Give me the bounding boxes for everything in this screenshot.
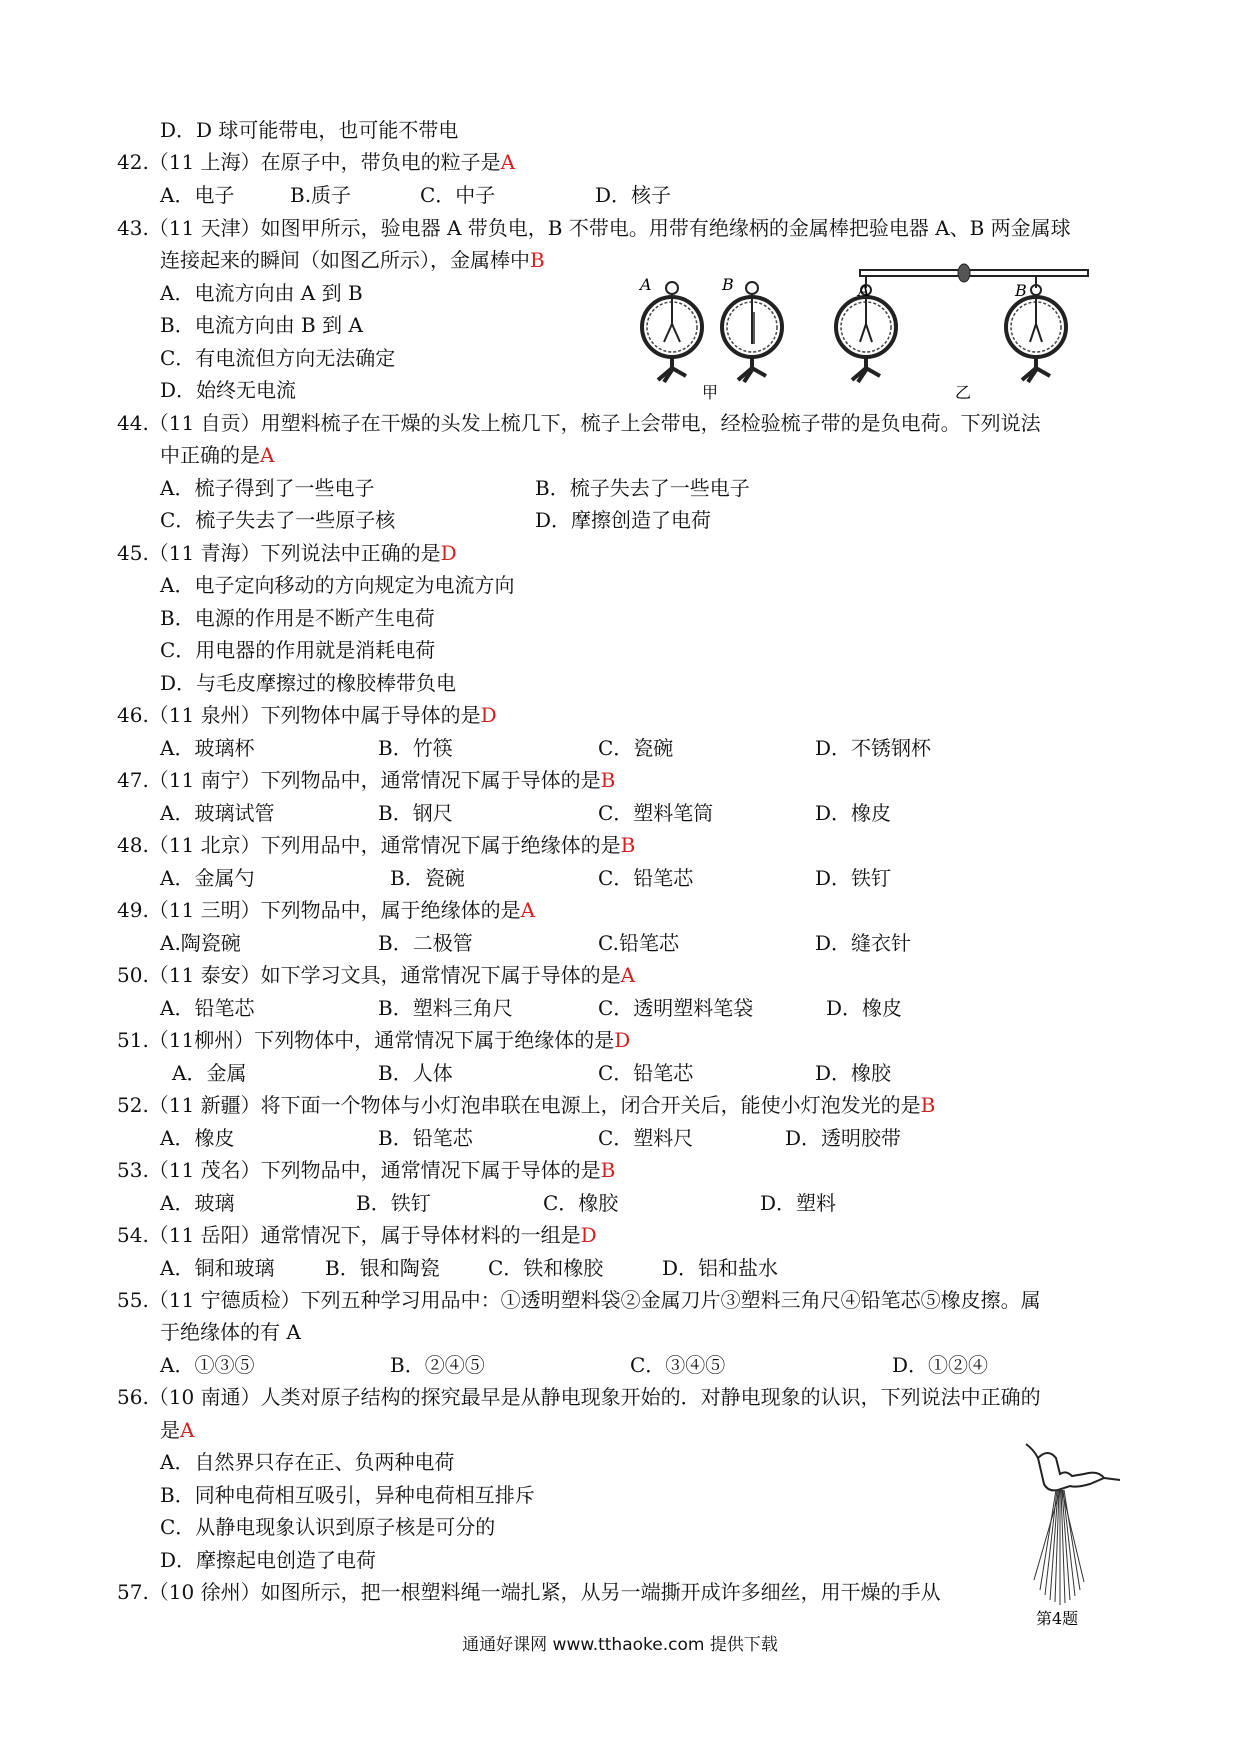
q44-stem2-text: 中正确的是 [160, 443, 260, 467]
q56-stem-line1: 56.（10 南通）人类对原子结构的探究最早是从静电现象开始的．对静电现象的认识，下列说法中正确的 [117, 1385, 1041, 1409]
q48-stem-text: 48.（11 北京）下列用品中，通常情况下属于绝缘体的是 [117, 833, 621, 857]
q48-option-a: A．金属勺 [160, 866, 255, 890]
q56-stem-line2 [160, 1416, 194, 1444]
label-a: A [640, 275, 652, 294]
q55-stem-line2: 于绝缘体的有 A [160, 1320, 301, 1344]
q44-option-b: B．梳子失去了一些电子 [535, 476, 750, 500]
q57-stem: 57.（10 徐州）如图所示，把一根塑料绳一端扎紧，从另一端撕开成许多细丝，用干燥的手从 [117, 1580, 941, 1604]
q48-answer: B [620, 833, 636, 857]
q50-option-b: B．塑料三角尺 [378, 996, 513, 1020]
q54-option-a: A．铜和玻璃 [160, 1256, 275, 1280]
q45-stem [117, 539, 457, 567]
q46-option-d: D．不锈钢杯 [815, 736, 932, 760]
q51-stem-text: 51.（11柳州）下列物体中，通常情况下属于绝缘体的是 [117, 1028, 615, 1052]
q52-stem-text: 52.（11 新疆）将下面一个物体与小灯泡串联在电源上，闭合开关后，能使小灯泡发光的是 [117, 1093, 921, 1117]
q52-option-a: A．橡皮 [160, 1126, 235, 1150]
q51-answer: D [614, 1028, 631, 1052]
q50-option-d: D．橡皮 [826, 996, 903, 1020]
q56-answer: A [180, 1418, 195, 1442]
q49-option-d: D．缝衣针 [815, 931, 912, 955]
q52-option-d: D．透明胶带 [785, 1126, 902, 1150]
q44-stem-line1: 44.（11 自贡）用塑料梳子在干燥的头发上梳几下，梳子上会带电，经检验梳子带的是负电荷。下列说法 [117, 411, 1041, 435]
q56-option-d: D．摩擦起电创造了电荷 [160, 1548, 377, 1572]
q55-option-d: D．①②④ [892, 1353, 989, 1377]
q45-option-a: A．电子定向移动的方向规定为电流方向 [160, 573, 515, 597]
q49-option-a: A.陶瓷碗 [160, 931, 241, 955]
q50-option-a: A．铅笔芯 [160, 996, 255, 1020]
q54-option-b: B．银和陶瓷 [325, 1256, 440, 1280]
q42-answer: A [500, 150, 516, 174]
q52-option-c: C．塑料尺 [598, 1126, 694, 1150]
q45-stem-text: 45.（11 青海）下列说法中正确的是 [117, 541, 441, 565]
q54-answer: D [580, 1223, 597, 1247]
hand-strands-figure [1020, 1440, 1130, 1630]
q47-option-c: C．塑料笔筒 [598, 801, 714, 825]
q46-stem-text: 46.（11 泉州）下列物体中属于导体的是 [117, 703, 481, 727]
q53-option-d: D．塑料 [760, 1191, 837, 1215]
q42-option-d: D．核子 [595, 183, 672, 207]
q45-option-b: B．电源的作用是不断产生电荷 [160, 606, 435, 630]
q51-option-d: D．橡胶 [815, 1061, 892, 1085]
q49-option-b: B．二极管 [378, 931, 473, 955]
q51-option-c: C．铅笔芯 [598, 1061, 694, 1085]
plastic-strands [1034, 1490, 1084, 1605]
q42-option-c: C．中子 [420, 183, 496, 207]
electroscope-b [722, 282, 782, 382]
q56-option-b: B．同种电荷相互吸引，异种电荷相互排斥 [160, 1483, 535, 1507]
q43-stem-line1: 43.（11 天津）如图甲所示，验电器 A 带负电，B 不带电。用带有绝缘柄的金属棒把验电器 A、B 两金属球 [117, 216, 1071, 240]
q54-stem-text: 54.（11 岳阳）通常情况下，属于导体材料的一组是 [117, 1223, 581, 1247]
q49-option-c: C.铅笔芯 [598, 931, 679, 955]
q50-stem [117, 961, 635, 989]
q46-option-a: A．玻璃杯 [160, 736, 255, 760]
q44-stem-line2 [160, 441, 274, 469]
q48-stem [117, 831, 635, 859]
hand-icon [1026, 1444, 1120, 1490]
q47-stem [117, 766, 615, 794]
q55-option-a: A．①③⑤ [160, 1353, 255, 1377]
q44-option-d: D．摩擦创造了电荷 [535, 508, 712, 532]
q48-option-b: B．瓷碗 [390, 866, 465, 890]
label-jia: 甲 [702, 383, 719, 402]
q43-stem-line2 [160, 246, 545, 274]
q47-option-b: B．钢尺 [378, 801, 453, 825]
q52-answer: B [920, 1093, 936, 1117]
q43-option-d: D．始终无电流 [160, 378, 297, 402]
q47-option-a: A．玻璃试管 [160, 801, 275, 825]
q49-answer: A [520, 898, 536, 922]
q49-stem-text: 49.（11 三明）下列物品中，属于绝缘体的是 [117, 898, 521, 922]
q51-option-a: A．金属 [172, 1061, 247, 1085]
label-a2: A [858, 281, 870, 300]
q45-answer: D [440, 541, 457, 565]
q47-answer: B [600, 768, 616, 792]
q46-option-c: C．瓷碗 [598, 736, 674, 760]
q56-option-c: C．从静电现象认识到原子核是可分的 [160, 1515, 496, 1539]
page-footer: 通通好课网 www.tthaoke.com 提供下载 [462, 1635, 778, 1655]
connected-electroscopes [836, 264, 1088, 382]
q44-option-a: A．梳子得到了一些电子 [160, 476, 375, 500]
q56-option-a: A．自然界只存在正、负两种电荷 [160, 1450, 455, 1474]
q46-option-b: B．竹筷 [378, 736, 453, 760]
q47-stem-text: 47.（11 南宁）下列物品中，通常情况下属于导体的是 [117, 768, 601, 792]
q50-answer: A [620, 963, 636, 987]
q52-stem [117, 1091, 935, 1119]
label-b2: B [1015, 281, 1027, 300]
q45-option-d: D．与毛皮摩擦过的橡胶棒带负电 [160, 671, 457, 695]
q43-answer: B [530, 248, 545, 272]
q51-option-b: B．人体 [378, 1061, 453, 1085]
label-yi: 乙 [955, 383, 972, 402]
q44-answer: A [260, 443, 275, 467]
q51-stem [117, 1026, 630, 1054]
q55-option-b: B．②④⑤ [390, 1353, 485, 1377]
q49-stem [117, 896, 535, 924]
q41-option-d: D．D 球可能带电，也可能不带电 [160, 118, 459, 142]
q50-option-c: C．透明塑料笔袋 [598, 996, 754, 1020]
q46-stem [117, 701, 497, 729]
q52-option-b: B．铅笔芯 [378, 1126, 473, 1150]
electroscope-a [642, 282, 702, 382]
q53-answer: B [600, 1158, 616, 1182]
q53-option-c: C．橡胶 [543, 1191, 619, 1215]
q53-option-b: B．铁钉 [356, 1191, 431, 1215]
q42-stem [117, 148, 515, 176]
q42-option-a: A．电子 [160, 183, 235, 207]
q43-option-c: C．有电流但方向无法确定 [160, 346, 396, 370]
figure-caption: 第4题 [1036, 1609, 1079, 1628]
q50-stem-text: 50.（11 泰安）如下学习文具，通常情况下属于导体的是 [117, 963, 621, 987]
q44-option-c: C．梳子失去了一些原子核 [160, 508, 396, 532]
q42-option-b: B.质子 [290, 183, 352, 207]
q43-option-a: A．电流方向由 A 到 B [160, 281, 363, 305]
q43-stem2-text: 连接起来的瞬间（如图乙所示），金属棒中 [160, 248, 530, 272]
q53-stem-text: 53.（11 茂名）下列物品中，通常情况下属于导体的是 [117, 1158, 601, 1182]
q54-option-d: D．铝和盐水 [662, 1256, 779, 1280]
electroscope-figure [630, 262, 1100, 402]
q55-option-c: C．③④⑤ [630, 1353, 726, 1377]
q48-option-c: C．铅笔芯 [598, 866, 694, 890]
q42-stem-text: 42.（11 上海）在原子中，带负电的粒子是 [117, 150, 501, 174]
q43-option-b: B．电流方向由 B 到 A [160, 313, 363, 337]
q53-option-a: A．玻璃 [160, 1191, 235, 1215]
q53-stem [117, 1156, 615, 1184]
label-b: B [722, 275, 734, 294]
q54-stem [117, 1221, 597, 1249]
q55-stem-line1: 55.（11 宁德质检）下列五种学习用品中：①透明塑料袋②金属刀片③塑料三角尺④铅笔芯⑤橡皮擦。属 [117, 1288, 1041, 1312]
q56-stem2-text: 是 [160, 1418, 180, 1442]
q47-option-d: D．橡皮 [815, 801, 892, 825]
q46-answer: D [480, 703, 497, 727]
q45-option-c: C．用电器的作用就是消耗电荷 [160, 638, 436, 662]
q48-option-d: D．铁钉 [815, 866, 892, 890]
q54-option-c: C．铁和橡胶 [488, 1256, 604, 1280]
